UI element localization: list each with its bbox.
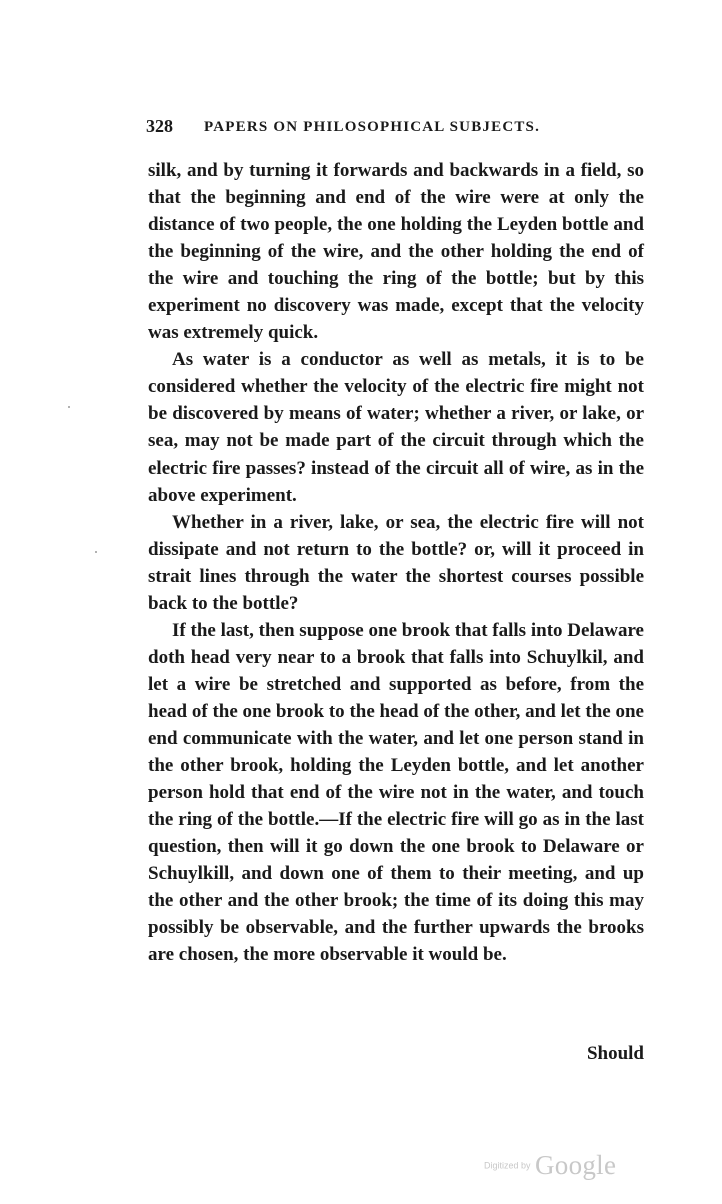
catchword: Should — [586, 1043, 644, 1064]
margin-speck — [68, 406, 70, 408]
running-head — [146, 116, 646, 140]
header-title: PAPERS ON PHILOSOPHICAL SUBJECTS. — [204, 119, 541, 135]
page-number: 328 — [146, 116, 173, 136]
paragraph-brook-experiment: If the last, then suppose one brook that falls into Delaware doth head very near to a brook that falls into Schuylkil, and let a wire be stretched and supported as before, from the head of the one brook to the head of the other, and let the one end communicate with the water, and let one person stand in the other brook, holding the Leyden bottle, and let another person hold that end of the wire not in the water, and touch the ring of the bottle.—If the electric fire will go as in the last question, then will it go down the one brook to Delaware or Schuylkill, and down one of them to their meeting, and up the other and the other brook; the time of its doing this may possibly be observable, and the further upwards the brooks are chosen, the more observable it would be. — [148, 619, 644, 966]
google-logo: Google — [534, 1150, 617, 1180]
body-text — [148, 157, 644, 968]
paragraph-continuation: silk, and by turning it forwards and backwards in a field, so that the beginning and end of the wire were at only the distance of two people, the one holding the Leyden bottle and the beginning of the wire, and the other holding the end of the wire and touching the ring of the bottle; but by this experiment no discovery was made, except that the velocity was extremely quick. — [148, 160, 644, 344]
digitized-by-google-watermark — [484, 1150, 616, 1181]
paragraph-water-conductor: As water is a conductor as well as metals, it is to be considered whether the velocity of the electric fire might not be discovered by means of water; whether a river, or lake, or sea, may not be made part of the circuit through which the electric fire passes? instead of the circuit all of wire, as in the above experiment. — [148, 349, 644, 506]
margin-speck — [95, 551, 97, 553]
watermark-prefix: Digitized by — [484, 1160, 531, 1171]
paragraph-dissipation-question: Whether in a river, lake, or sea, the electric fire will not dissipate and not return to the bottle? or, will it proceed in strait lines through the water the shortest courses possible back to the bottle? — [148, 511, 644, 614]
